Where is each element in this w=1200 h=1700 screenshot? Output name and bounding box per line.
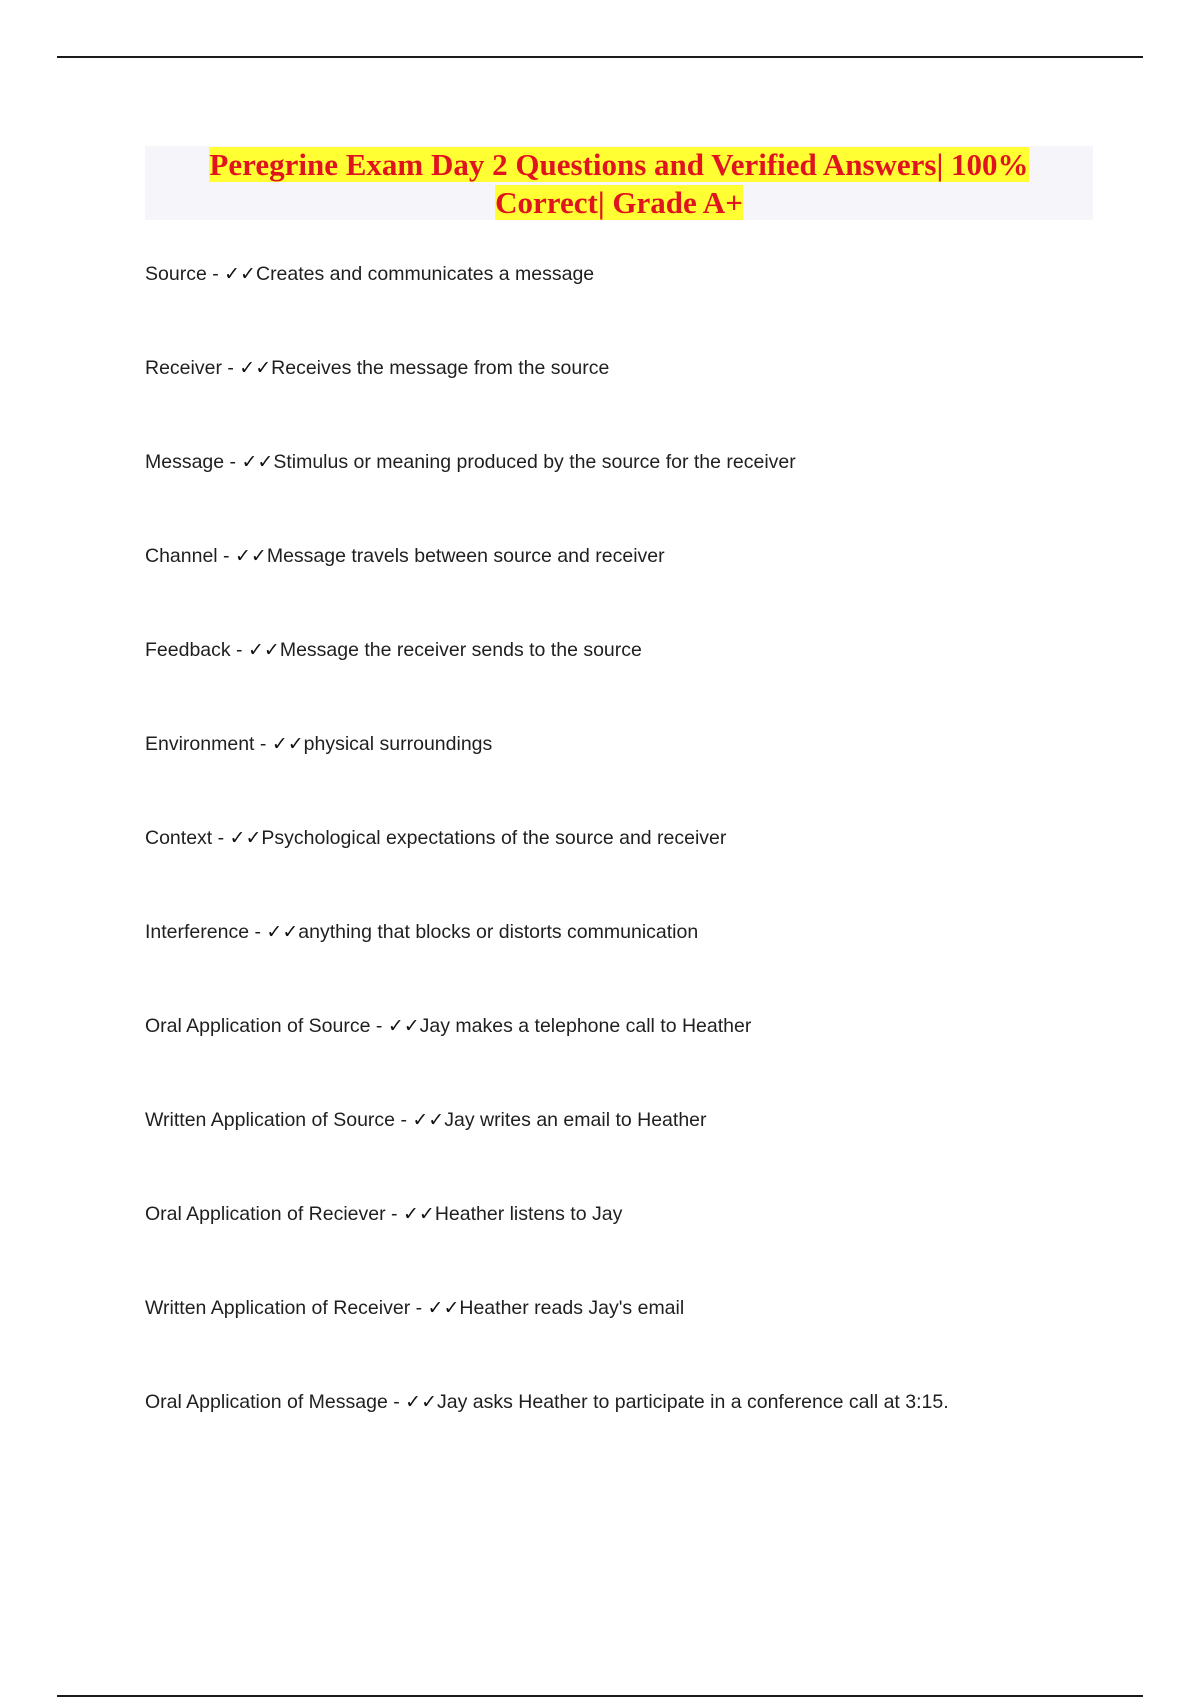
qa-definition: Creates and communicates a message [255,263,595,285]
qa-item [145,1296,1105,1390]
qa-item [145,356,1105,450]
qa-separator: - [212,827,230,849]
qa-separator: - [249,921,267,943]
qa-definition: Heather reads Jay's email [459,1297,685,1319]
qa-term: Source [145,263,207,285]
top-divider [57,56,1143,58]
document-title [145,146,1093,220]
qa-separator: - [230,639,248,661]
double-check-icon: ✓✓ [402,1203,435,1225]
qa-definition: Jay asks Heather to participate in a conference call at 3:15. [437,1391,949,1413]
qa-item [145,1202,1105,1296]
qa-term: Message [145,451,225,473]
qa-definition: Heather listens to Jay [434,1203,623,1225]
double-check-icon: ✓✓ [412,1109,445,1131]
double-check-icon: ✓✓ [229,827,262,849]
qa-term: Interference [145,921,250,943]
double-check-icon: ✓✓ [239,357,272,379]
qa-definition: anything that blocks or distorts communication [298,921,699,943]
qa-definition: Jay writes an email to Heather [444,1109,707,1131]
qa-separator: - [217,545,235,567]
qa-item [145,1390,1105,1484]
qa-term: Oral Application of Message [145,1391,388,1413]
qa-separator: - [387,1391,406,1413]
double-check-icon: ✓✓ [405,1391,437,1413]
title-line-1: Peregrine Exam Day 2 Questions and Verified Answers| 100% [209,147,1029,182]
qa-item [145,450,1105,544]
double-check-icon: ✓✓ [241,451,274,473]
double-check-icon: ✓✓ [387,1015,420,1037]
double-check-icon: ✓✓ [427,1297,460,1319]
qa-term: Feedback [145,639,231,661]
double-check-icon: ✓✓ [271,733,304,755]
qa-separator: - [385,1203,403,1225]
qa-item [145,1014,1105,1108]
qa-list [145,262,1105,1484]
qa-definition: Stimulus or meaning produced by the source for the receiver [273,451,796,473]
double-check-icon: ✓✓ [234,545,267,567]
qa-definition: Jay makes a telephone call to Heather [419,1015,752,1037]
double-check-icon: ✓✓ [247,639,280,661]
qa-definition: Message travels between source and receiver [266,545,665,567]
qa-item [145,544,1105,638]
qa-definition: Psychological expectations of the source and receiver [261,827,727,849]
title-line-2: Correct| Grade A+ [495,185,743,220]
qa-separator: - [370,1015,388,1037]
qa-separator: - [395,1109,413,1131]
qa-term: Environment [145,733,255,755]
qa-term: Written Application of Receiver [145,1297,411,1319]
qa-term: Context [145,827,213,849]
qa-item [145,920,1105,1014]
qa-definition: Message the receiver sends to the source [279,639,642,661]
qa-term: Written Application of Source [145,1109,396,1131]
qa-item [145,1108,1105,1202]
qa-term: Receiver [145,357,222,379]
qa-item [145,732,1105,826]
qa-item [145,262,1105,356]
qa-separator: - [206,263,225,285]
qa-separator: - [224,451,242,473]
qa-term: Oral Application of Source [145,1015,371,1037]
qa-item [145,826,1105,920]
qa-separator: - [221,357,240,379]
double-check-icon: ✓✓ [266,921,299,943]
bottom-divider [57,1695,1143,1697]
qa-definition: Receives the message from the source [271,357,610,379]
double-check-icon: ✓✓ [224,263,256,285]
qa-separator: - [254,733,272,755]
qa-term: Oral Application of Reciever [145,1203,386,1225]
qa-separator: - [410,1297,428,1319]
qa-item [145,638,1105,732]
qa-definition: physical surroundings [303,733,493,755]
qa-term: Channel [145,545,218,567]
